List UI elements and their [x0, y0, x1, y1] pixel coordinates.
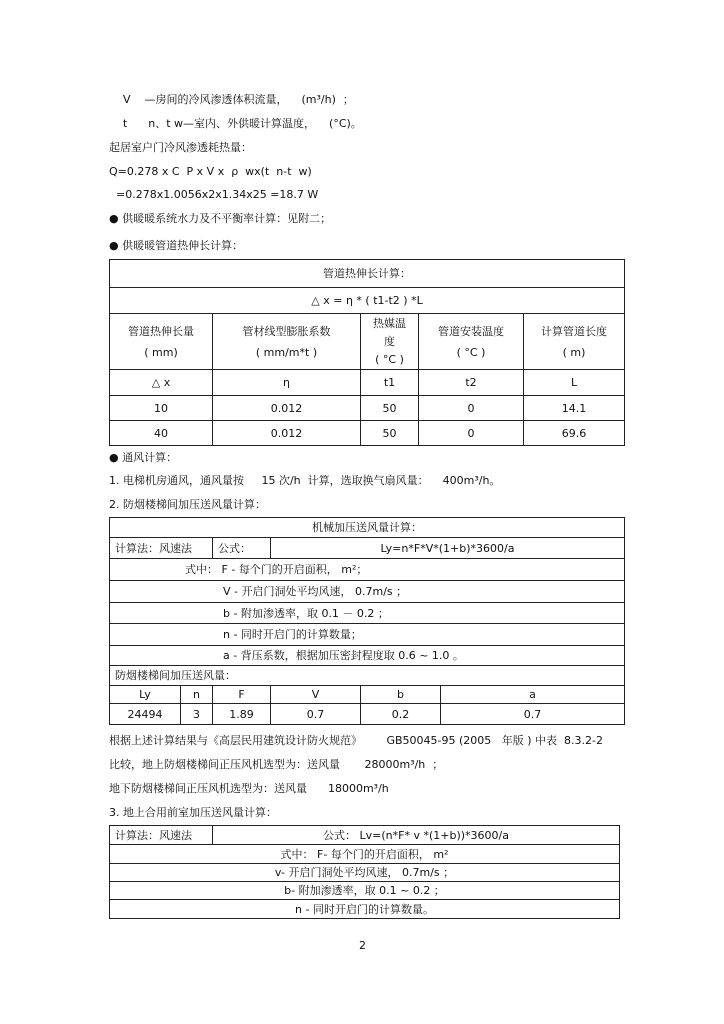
header-unit: ( mm): [144, 345, 178, 359]
table-title: 机械加压送风量计算：: [110, 518, 625, 538]
cell: F: [213, 686, 271, 704]
header-text: 度: [384, 335, 395, 348]
cell: η: [213, 370, 361, 396]
header-cell: [361, 314, 419, 370]
text-line: V —房间的冷风渗透体积流量， (m³/h) ；: [109, 93, 354, 106]
pipe-expansion-table: [109, 259, 625, 446]
bullet-line: ● 通风计算：: [109, 451, 178, 464]
cell: 24494: [110, 704, 181, 725]
header-cell: [419, 314, 524, 370]
anteroom-pressurization-table: [109, 825, 620, 919]
formula: △ x = η * ( t1-t2 ) *L: [110, 288, 625, 314]
result-label: 防烟楼梯间加压送风量：: [110, 666, 625, 686]
table-title: 管道热伸长计算：: [110, 260, 625, 288]
where-line: a - 背压系数，根据加压密封程度取 0.6 ~ 1.0 。: [110, 646, 625, 666]
cell: 0.7: [441, 704, 625, 725]
text-line: t n、t w—室内、外供暖计算温度， (°C)。: [109, 117, 362, 130]
text-line: 2. 防烟楼梯间加压送风量计算：: [109, 498, 266, 511]
cell: 69.6: [524, 421, 625, 446]
cell: 0.2: [361, 704, 441, 725]
header-unit: ( m): [562, 345, 586, 359]
cell: n: [181, 686, 213, 704]
formula: Ly=n*F*V*(1+b)*3600/a: [271, 538, 625, 559]
table-row: [110, 704, 625, 725]
text-line: 比较，地上防烟楼梯间正压风机选型为：送风量 28000m³/h ；: [109, 758, 444, 771]
bullet-line: ● 供暖暖管道热伸长计算：: [109, 239, 244, 252]
text-line: =0.278x1.0056x2x1.34x25 =18.7 W: [109, 188, 319, 201]
cell: a: [441, 686, 625, 704]
header-unit: ( mm/m*t ): [255, 345, 318, 359]
header-cell: [110, 314, 213, 370]
header-text: 管道安装温度: [438, 324, 504, 338]
cell: 14.1: [524, 396, 625, 421]
formula: 公式： Lv=(n*F* v *(1+b))*3600/a: [213, 826, 620, 845]
table-row: [110, 421, 625, 446]
header-text: 管材线型膨胀系数: [242, 324, 331, 338]
stair-pressurization-table: [109, 517, 625, 725]
where-line: v- 开启门洞处平均风速， 0.7m/s ；: [110, 864, 620, 882]
header-text: 管道热伸长量: [128, 324, 194, 338]
cell: 0.012: [213, 421, 361, 446]
text-line: 地下防烟楼梯间正压风机选型为：送风量 18000m³/h: [109, 782, 389, 795]
method: 计算法：风速法: [110, 826, 213, 845]
page-number: 2: [359, 939, 366, 952]
header-cell: [524, 314, 625, 370]
text-line: 起居室户门冷风渗透耗热量：: [109, 141, 252, 154]
where-line: b - 附加渗透率，取 0.1 － 0.2 ；: [110, 603, 625, 624]
cell: t1: [361, 370, 419, 396]
cell: Ly: [110, 686, 181, 704]
where-line: 式中： F- 每个门的开启面积， m²: [110, 845, 620, 864]
cell: 40: [110, 421, 213, 446]
cell: 0.7: [271, 704, 361, 725]
table-row: [110, 396, 625, 421]
bullet-line: ● 供暖暖系统水力及不平衡率计算：见附二；: [109, 212, 332, 225]
cell: 0: [419, 421, 524, 446]
text-line: 根据上述计算结果与《高层民用建筑设计防火规范》 GB50045-95 (2005 年版 ) 中表 8.3.2-2: [109, 734, 604, 747]
symbol-row: [110, 370, 625, 396]
header-cell: [213, 314, 361, 370]
where-line: 式中： F - 每个门的开启面积， m²；: [110, 559, 625, 581]
cell: 0.012: [213, 396, 361, 421]
header-unit: ( °C ): [375, 353, 404, 366]
where-line: n - 同时开启门的计算数量；: [110, 624, 625, 646]
cell: b: [361, 686, 441, 704]
cell: V: [271, 686, 361, 704]
cell: 50: [361, 421, 419, 446]
method: 计算法：风速法: [110, 538, 213, 559]
cell: 10: [110, 396, 213, 421]
header-unit: ( °C ): [456, 345, 486, 359]
cell: △ x: [110, 370, 213, 396]
where-line: n - 同时开启门的计算数量。: [110, 900, 620, 919]
cell: L: [524, 370, 625, 396]
text-line: Q=0.278 x C P x V x ρ wx(t n-t w): [109, 165, 312, 178]
formula-label: 公式：: [213, 538, 271, 559]
cell: 50: [361, 396, 419, 421]
cell: t2: [419, 370, 524, 396]
cell: 1.89: [213, 704, 271, 725]
text-line: 3. 地上合用前室加压送风量计算：: [109, 806, 277, 819]
header-text: 热媒温: [373, 317, 406, 330]
cell: 3: [181, 704, 213, 725]
header-row: [110, 686, 625, 704]
header-text: 计算管道长度: [541, 324, 607, 338]
cell: 0: [419, 396, 524, 421]
text-line: 1. 电梯机房通风，通风量按 15 次/h 计算，选取换气扇风量： 400m³/h。: [109, 474, 501, 487]
where-line: b- 附加渗透率，取 0.1 ~ 0.2 ；: [110, 882, 620, 900]
where-line: V - 开启门洞处平均风速， 0.7m/s ；: [110, 581, 625, 603]
